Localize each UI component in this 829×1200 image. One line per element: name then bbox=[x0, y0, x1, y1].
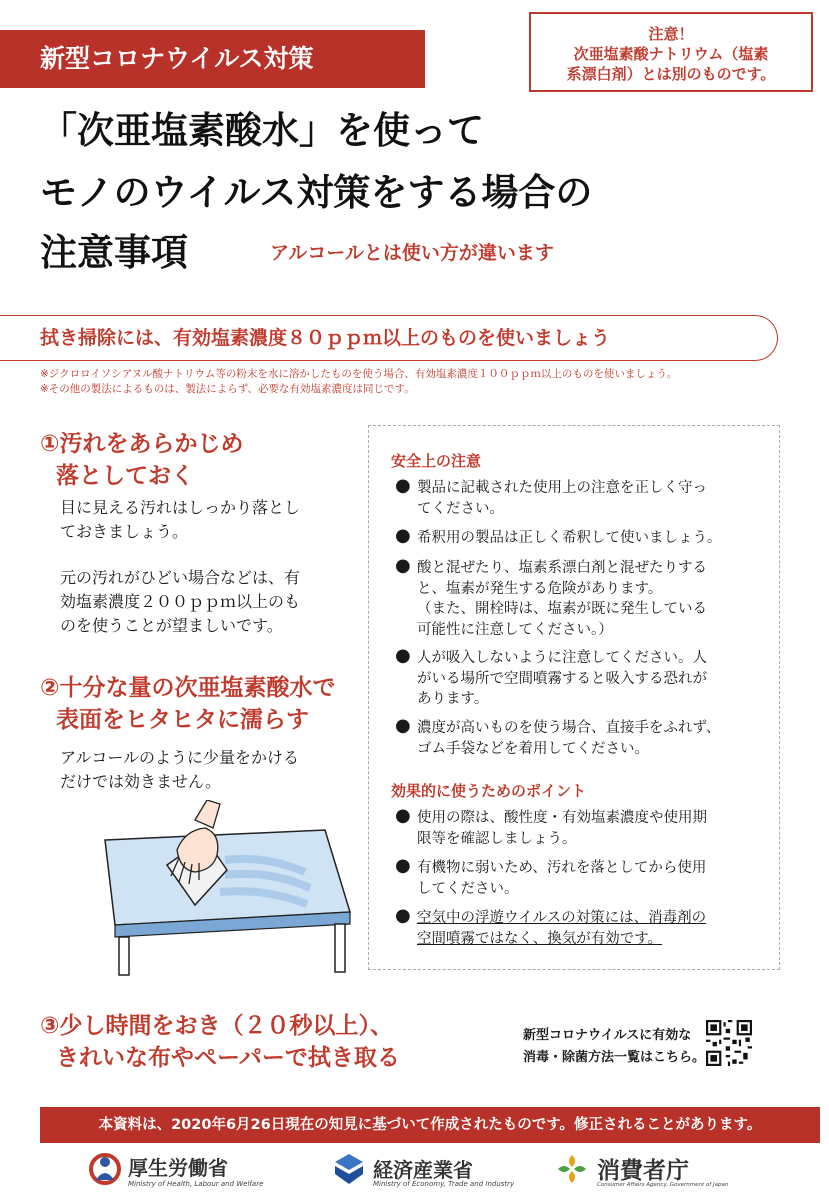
category-banner: 新型コロナウイルス対策 bbox=[0, 30, 425, 88]
list-item: ● 使用の際は、酸性度・有効塩素濃度や使用期 限等を確認しましょう。 bbox=[395, 805, 707, 847]
bullet-icon: ● bbox=[395, 805, 411, 826]
bullet-icon: ● bbox=[395, 715, 411, 736]
step3-heading: ③少し時間をおき（２０秒以上）、 きれいな布やペーパーで拭き取る bbox=[40, 1013, 400, 1071]
step2-heading: ②十分な量の次亜塩素酸水で 表面をヒタヒタに濡らす bbox=[40, 675, 336, 733]
page-title-line2: モノのウイルス対策をする場合の bbox=[40, 171, 593, 214]
list-item: ● 有機物に弱いため、汚れを落としてから使用 してください。 bbox=[395, 855, 707, 897]
mhlw-name-en: Ministry of Health, Labour and Welfare bbox=[128, 1180, 264, 1188]
arm bbox=[195, 800, 220, 828]
warning-line: 次亜塩素酸ナトリウム（塩素 bbox=[573, 45, 769, 63]
step1-text: 元の汚れがひどい場合などは、有 効塩素濃度２００ｐｐｍ以上のも のを使うことが望ましいです。 bbox=[60, 568, 301, 635]
caa-emblem-icon bbox=[555, 1152, 589, 1186]
qr-caption: 新型コロナウイルスに有効な 消毒・除菌方法一覧はこちら。 bbox=[523, 1028, 706, 1065]
list-item: ● 濃度が高いものを使う場合、直接手をふれず、 ゴム手袋などを着用してください。 bbox=[395, 715, 721, 757]
footer-disclaimer: 本資料は、2020年6月26日現在の知見に基づいて作成されたものです。修正されることがあります。 bbox=[40, 1107, 820, 1143]
bullet-icon: ● bbox=[395, 855, 411, 876]
meti-name-en: Ministry of Economy, Trade and Industry bbox=[373, 1180, 515, 1188]
concentration-banner: 拭き掃除には、有効塩素濃度８０ｐｐｍ以上のものを使いましょう bbox=[0, 315, 778, 361]
page-title-line3: 注意事項 bbox=[40, 231, 188, 274]
points-heading: 効果的に使うためのポイント bbox=[391, 782, 587, 800]
bullet-icon: ● bbox=[395, 525, 411, 546]
step1-text: 目に見える汚れはしっかり落とし ておきましょう。 bbox=[60, 498, 301, 541]
bullet-icon: ● bbox=[395, 555, 411, 576]
page-subtitle: アルコールとは使い方が違います bbox=[270, 242, 554, 264]
mhlw-name: 厚生労働省 bbox=[128, 1156, 228, 1180]
list-item: ● 製品に記載された使用上の注意を正しく守っ てください。 bbox=[395, 475, 707, 517]
list-item: ● 空気中の浮遊ウイルスの対策には、消毒剤の 空間噴霧ではなく、換気が有効です。 bbox=[395, 905, 707, 947]
step2-text: アルコールのように少量をかける だけでは効きません。 bbox=[60, 748, 300, 791]
list-item: ● 酸と混ぜたり、塩素系漂白剤と混ぜたりする と、塩素が発生する危険があります。 （また、開栓時は、塩素が既に発生している 可能性に注意してください。） bbox=[395, 555, 707, 638]
list-item: ● 人が吸入しないように注意してください。人 がいる場所で空間噴霧すると吸入する恐れが あります。 bbox=[395, 645, 707, 707]
meti-emblem-icon bbox=[333, 1152, 365, 1186]
page-title-line1: 「次亜塩素酸水」を使って bbox=[40, 109, 484, 152]
warning-line: 系漂白剤）とは別のものです。 bbox=[566, 65, 776, 83]
mhlw-emblem-icon bbox=[88, 1152, 122, 1186]
hand bbox=[177, 828, 218, 872]
bullet-icon: ● bbox=[395, 905, 411, 926]
warning-box bbox=[529, 12, 813, 92]
caa-name-en: Consumer Affairs Agency, Government of Japan bbox=[597, 1182, 729, 1188]
safety-box bbox=[368, 425, 780, 970]
qr-code-icon[interactable] bbox=[706, 1020, 752, 1066]
step1-heading: ①汚れをあらかじめ 落としておく bbox=[40, 431, 244, 489]
bullet-icon: ● bbox=[395, 475, 411, 496]
table-wiping-illustration bbox=[95, 800, 365, 980]
bullet-icon: ● bbox=[395, 645, 411, 666]
safety-heading: 安全上の注意 bbox=[391, 452, 482, 470]
warning-title: 注意！ bbox=[648, 25, 694, 43]
list-item: ● 希釈用の製品は正しく希釈して使いましょう。 bbox=[395, 525, 722, 546]
meti-name: 経済産業省 bbox=[373, 1158, 473, 1182]
footnote: ※その他の製法によるものは、製法によらず、必要な有効塩素濃度は同じです。 bbox=[40, 383, 415, 395]
caa-name: 消費者庁 bbox=[597, 1158, 689, 1184]
footnote: ※ジクロロイソシアヌル酸ナトリウム等の粉末を水に溶かしたものを使う場合、有効塩素濃度１００ｐｐｍ以上のものを使いましょう。 bbox=[40, 368, 678, 380]
